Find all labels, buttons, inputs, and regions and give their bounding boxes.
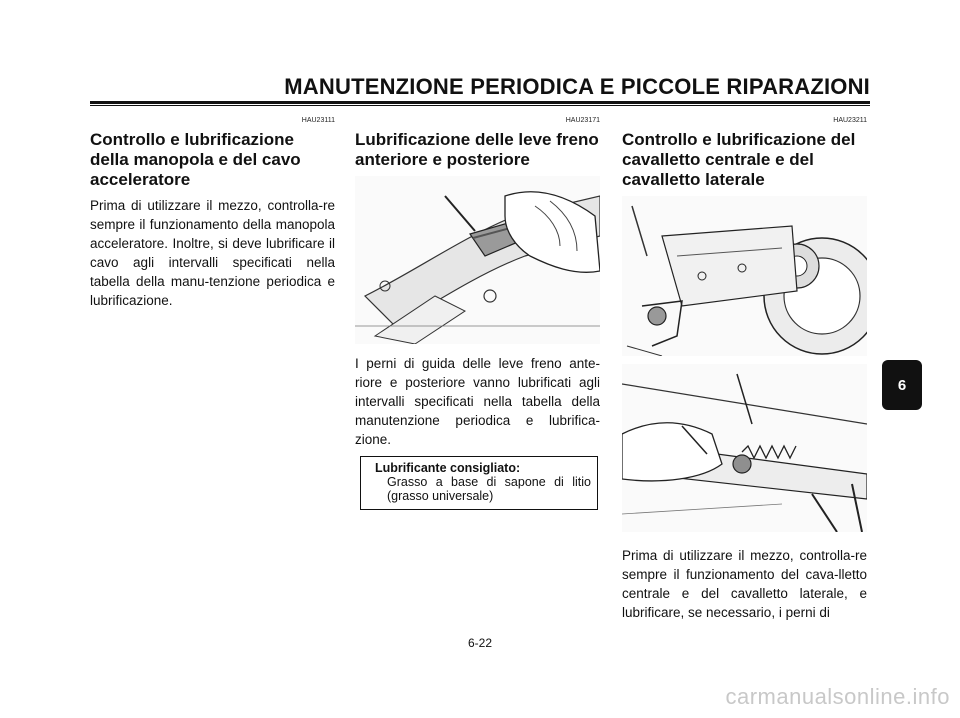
watermark: carmanualsonline.info [725,684,950,709]
section-code: HAU23111 [301,117,335,124]
center-stand-photo [622,196,867,356]
section-code: HAU23171 [565,117,600,124]
lubricant-value: Grasso a base di sapone di litio (grasso universale) [387,475,591,503]
page-number: 6-22 [467,636,493,650]
section-brake-levers [355,116,600,449]
section-stands [622,116,867,622]
header-rule-thin [90,105,870,106]
side-stand-photo [622,364,867,532]
section-body: I perni di guida delle leve freno ante-riore e posteriore vanno lubrificati agli intervalli specificati nella tabella della manutenzione periodica e lubrifica-zione. [355,356,600,447]
chapter-tab: 6 [882,360,922,410]
section-throttle [90,116,335,310]
header-rule [90,101,870,104]
section-heading: Controllo e lubrificazione della manopola e del cavo acceleratore [90,130,301,189]
lubricant-box [360,456,598,510]
section-body: Prima di utilizzare il mezzo, controlla-re sempre il funzionamento della manopola acceleratore. Inoltre, si deve lubrificare il cavo agli intervalli specificati nella tabella della manu-tenzione periodica e lubrificazione. [90,198,335,308]
section-body: Prima di utilizzare il mezzo, controlla-re sempre il funzionamento del cava-lletto centrale e del cavalletto laterale, e lubrificare, se necessario, i perni di [622,548,867,620]
page-header-title: MANUTENZIONE PERIODICA E PICCOLE RIPARAZIONI [284,74,870,99]
section-heading: Lubrificazione delle leve freno anteriore e posteriore [355,130,599,169]
lubricant-label: Lubrificante consigliato: [375,461,521,475]
brake-lever-photo [355,176,600,344]
section-heading: Controllo e lubrificazione del cavalletto centrale e del cavalletto laterale [622,130,856,189]
section-code: HAU23211 [833,117,867,124]
